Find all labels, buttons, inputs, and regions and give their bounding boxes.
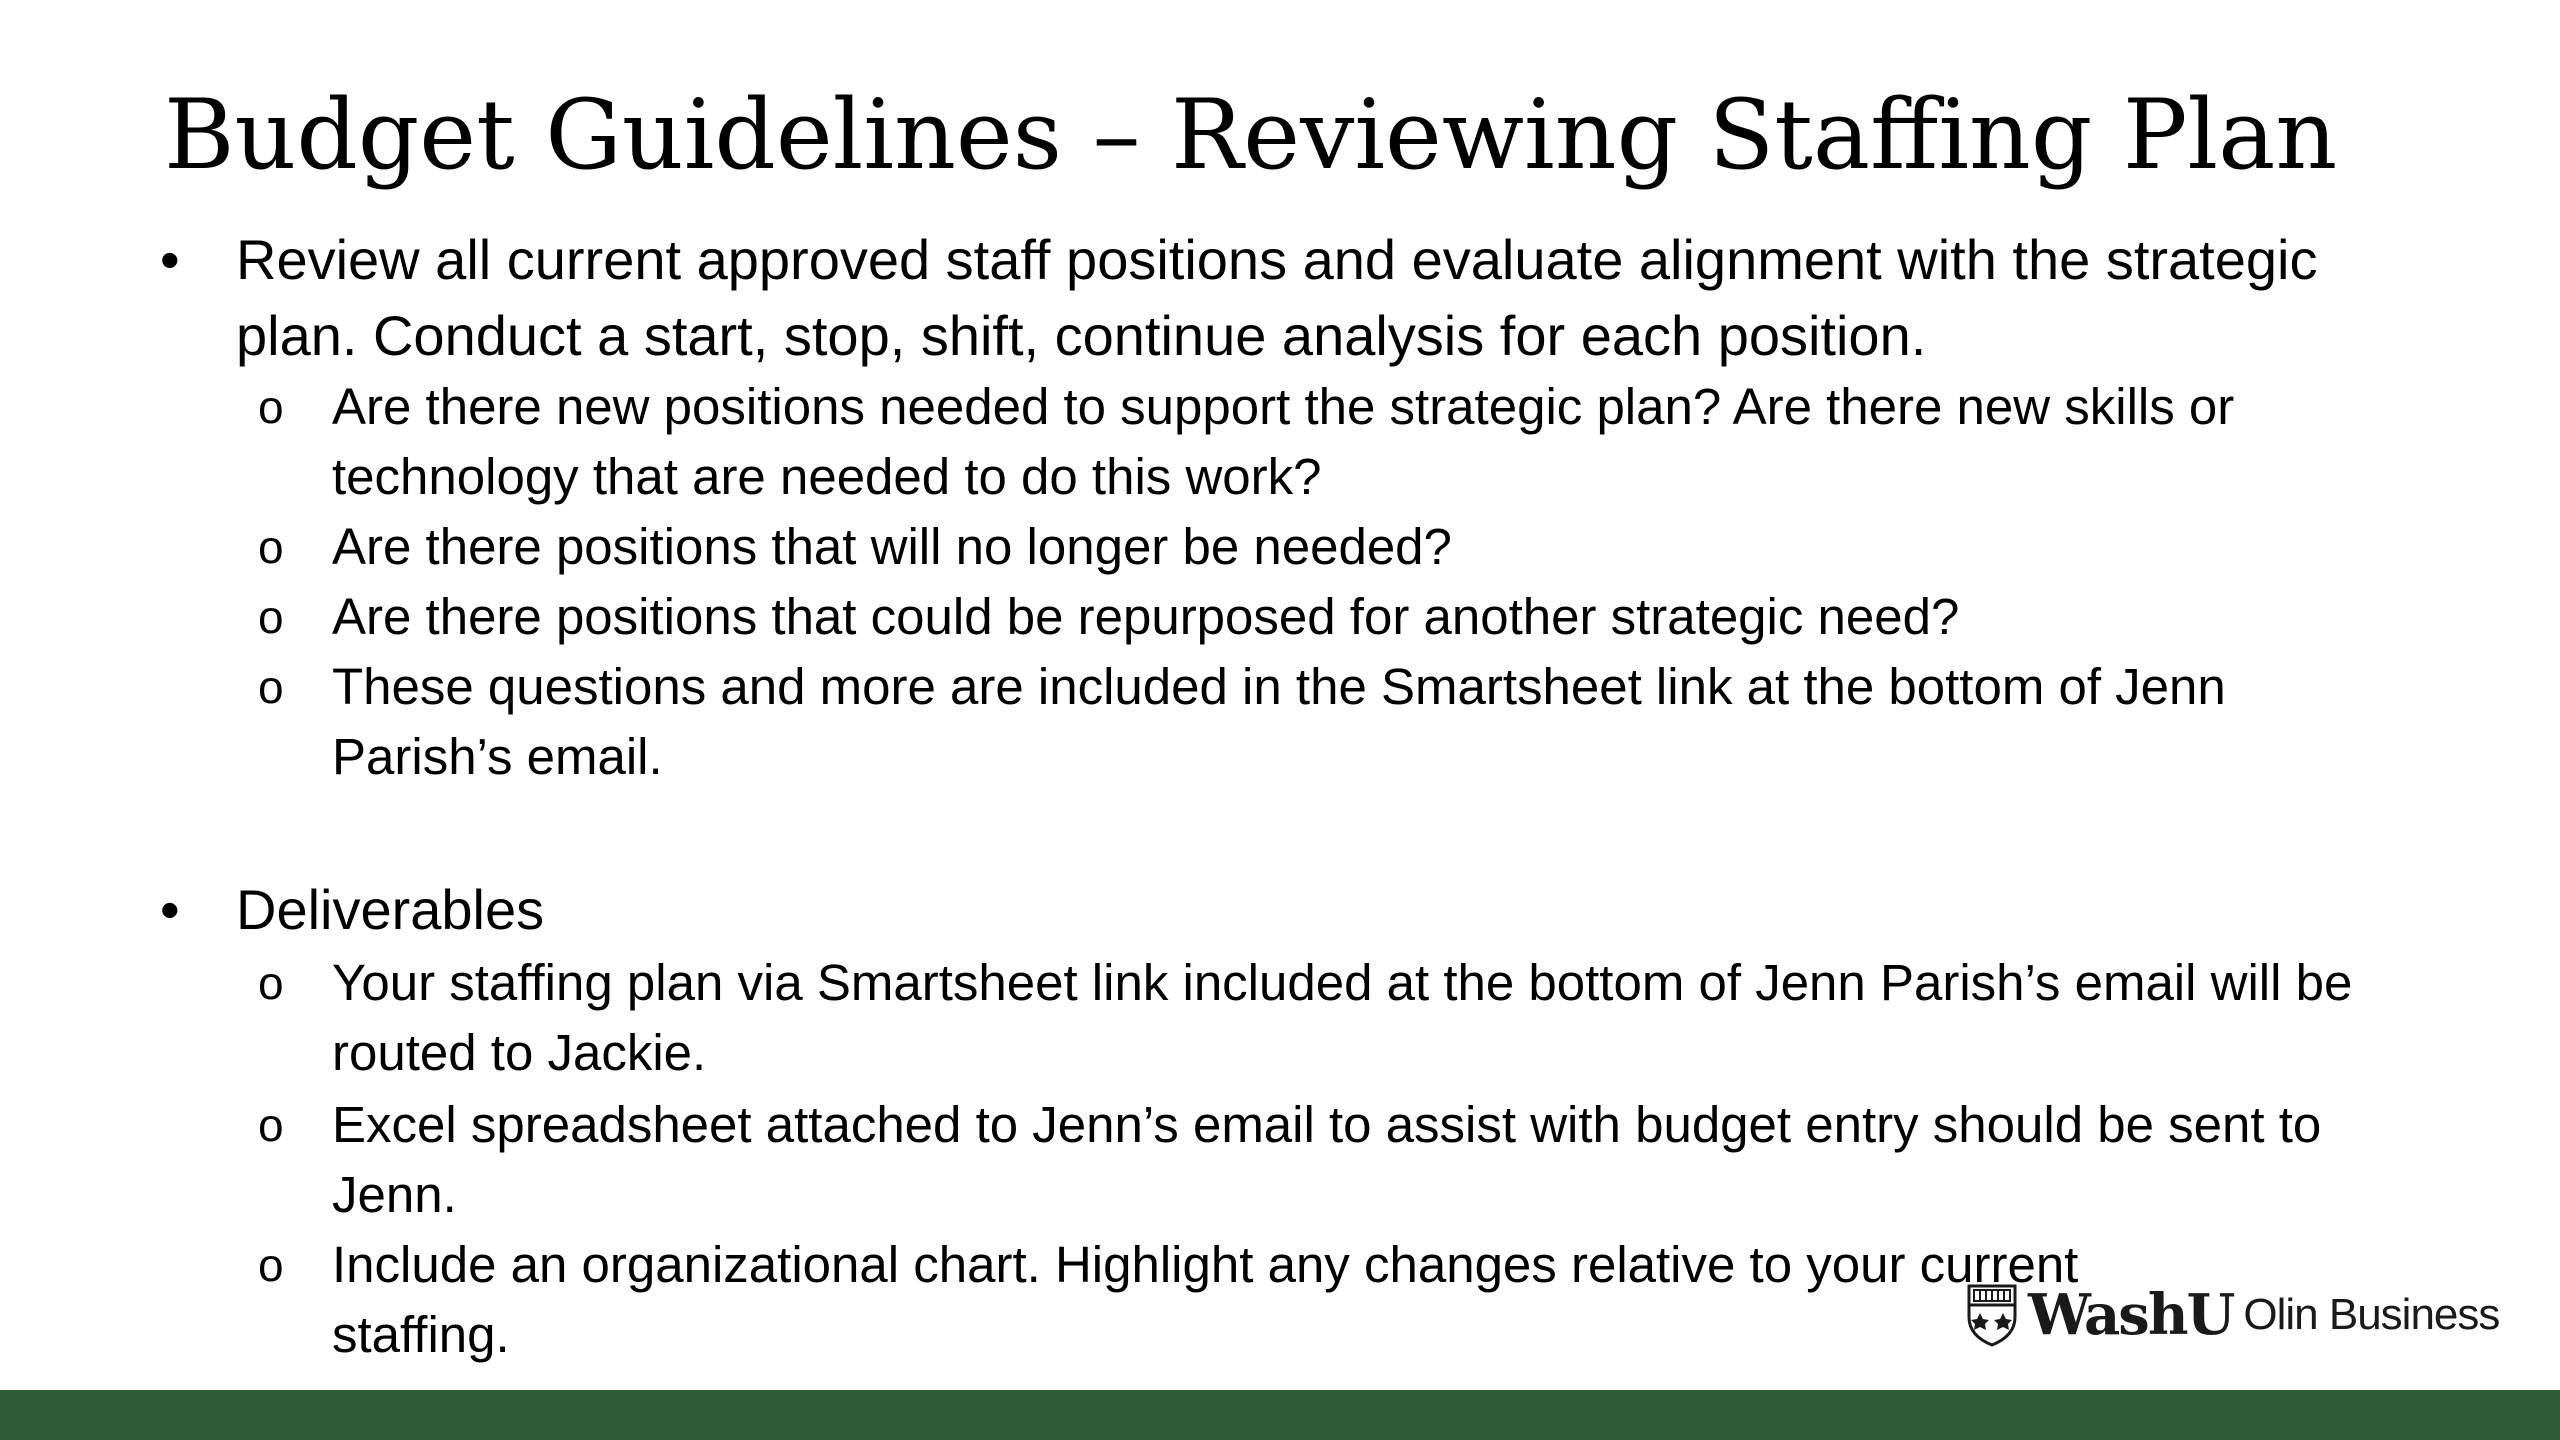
bullet-text-review: Review all current approved staff positions and evaluate alignment with the strategic plan. Conduct a start, stop, shift, continue analysis for each position.: [236, 228, 2318, 367]
sub-bullet-text: Are there positions that could be repurposed for another strategic need?: [332, 588, 1960, 645]
sub-bullet-marker: o: [258, 591, 284, 643]
sub-bullet-text: Your staffing plan via Smartsheet link included at the bottom of Jenn Parish’s email will be routed to Jackie.: [332, 954, 2353, 1081]
logo-unit-text: Olin Business: [2243, 1290, 2500, 1339]
sub-bullet-marker: o: [258, 661, 284, 713]
bullet-marker: •: [160, 878, 180, 941]
university-crest-icon: [1966, 1283, 2018, 1347]
sub-bullet-marker: o: [258, 957, 284, 1009]
sub-bullet-text: Include an organizational chart. Highlight any changes relative to your current staffing.: [332, 1236, 2079, 1363]
washu-olin-logo: [1966, 1280, 2499, 1350]
slide-title: Budget Guidelines – Reviewing Staffing Plan: [164, 79, 2338, 191]
bullet-marker: •: [160, 228, 180, 291]
sub-bullet-text: Are there positions that will no longer be needed?: [332, 518, 1452, 575]
sub-bullet-text: Excel spreadsheet attached to Jenn’s email to assist with budget entry should be sent to Jenn.: [332, 1096, 2322, 1223]
sub-bullet-marker: o: [258, 521, 284, 573]
sub-bullet-marker: o: [258, 381, 284, 433]
bullet-text-deliverables: Deliverables: [236, 878, 545, 941]
sub-bullet-text: Are there new positions needed to support the strategic plan? Are there new skills or technology that are needed to do this work?: [332, 378, 2235, 505]
sub-bullet-marker: o: [258, 1239, 284, 1291]
footer-bar: [0, 1390, 2560, 1440]
sub-bullet-marker: o: [258, 1099, 284, 1151]
sub-bullet-text: These questions and more are included in the Smartsheet link at the bottom of Jenn Parish’s email.: [332, 658, 2226, 785]
logo-brand-text: WashU: [2028, 1282, 2234, 1348]
